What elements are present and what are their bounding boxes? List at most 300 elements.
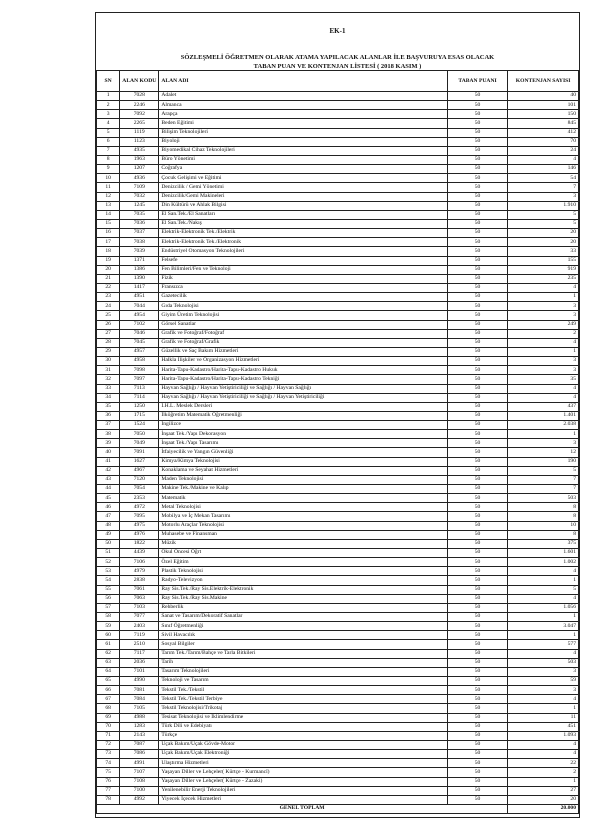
cell-quota: 3.047 [508, 622, 579, 631]
cell-sn: 71 [97, 731, 120, 740]
table-row [97, 613, 579, 622]
cell-quota: 20 [508, 795, 579, 804]
cell-base-score: 50 [447, 549, 507, 558]
table-row [97, 731, 579, 740]
cell-name: El San.Tek./El Sanatları [159, 210, 448, 219]
cell-sn: 4 [97, 119, 120, 128]
cell-code: 1822 [120, 539, 159, 548]
cell-name: İtfaiyecilik ve Yangın Güvenliği [159, 448, 448, 457]
cell-quota: 1 [508, 293, 579, 302]
cell-sn: 69 [97, 713, 120, 722]
cell-base-score: 50 [447, 750, 507, 759]
cell-sn: 7 [97, 146, 120, 155]
cell-name: Gazetecilik [159, 293, 448, 302]
cell-base-score: 50 [447, 695, 507, 704]
cell-sn: 78 [97, 795, 120, 804]
cell-code: 7037 [120, 229, 159, 238]
cell-code: 7100 [120, 786, 159, 795]
cell-quota: 7 [508, 183, 579, 192]
table-row [97, 585, 579, 594]
cell-code: 2036 [120, 658, 159, 667]
cell-name: Matematik [159, 494, 448, 503]
table-row [97, 521, 579, 530]
cell-base-score: 50 [447, 283, 507, 292]
cell-name: Felsefe [159, 256, 448, 265]
cell-code: 7028 [120, 92, 159, 101]
cell-base-score: 50 [447, 649, 507, 658]
cell-sn: 31 [97, 366, 120, 375]
cell-quota: 451 [508, 722, 579, 731]
cell-sn: 45 [97, 494, 120, 503]
cell-sn: 34 [97, 393, 120, 402]
cell-code: 7109 [120, 183, 159, 192]
table-row [97, 768, 579, 777]
table-row [97, 320, 579, 329]
cell-sn: 18 [97, 247, 120, 256]
cell-quota: 3 [508, 439, 579, 448]
table-row [97, 384, 579, 393]
cell-quota: 22 [508, 759, 579, 768]
cell-sn: 19 [97, 256, 120, 265]
cell-code: 2246 [120, 101, 159, 110]
cell-base-score: 50 [447, 558, 507, 567]
cell-sn: 10 [97, 174, 120, 183]
cell-code: 7084 [120, 695, 159, 704]
table-row [97, 201, 579, 210]
cell-name: İlköğretim Matematik Öğretmenliği [159, 411, 448, 420]
table-row [97, 539, 579, 548]
table-row [97, 375, 579, 384]
table-row [97, 740, 579, 749]
cell-quota: 8 [508, 503, 579, 512]
cell-code: 7091 [120, 448, 159, 457]
cell-code: 4991 [120, 759, 159, 768]
cell-code: 7101 [120, 667, 159, 676]
cell-name: Türk Dili ve Edebiyatı [159, 722, 448, 731]
cell-name: Güzellik ve Saç Bakım Hizmetleri [159, 347, 448, 356]
cell-base-score: 50 [447, 411, 507, 420]
cell-base-score: 50 [447, 485, 507, 494]
cell-code: 4951 [120, 293, 159, 302]
cell-quota: 4 [508, 740, 579, 749]
cell-code: 7086 [120, 750, 159, 759]
cell-sn: 2 [97, 101, 120, 110]
cell-base-score: 50 [447, 338, 507, 347]
cell-quota: 4 [508, 155, 579, 164]
cell-code: 7032 [120, 192, 159, 201]
cell-sn: 26 [97, 320, 120, 329]
cell-name: Metal Teknolojisi [159, 503, 448, 512]
cell-sn: 38 [97, 430, 120, 439]
cell-name: Fransızca [159, 283, 448, 292]
cell-quota: 59 [508, 677, 579, 686]
cell-quota: 54 [508, 174, 579, 183]
cell-base-score: 50 [447, 768, 507, 777]
cell-base-score: 50 [447, 210, 507, 219]
cell-base-score: 50 [447, 192, 507, 201]
cell-base-score: 50 [447, 256, 507, 265]
cell-quota: 1.002 [508, 558, 579, 567]
cell-code: 2353 [120, 494, 159, 503]
table-row [97, 786, 579, 795]
cell-base-score: 50 [447, 92, 507, 101]
cell-quota: 101 [508, 101, 579, 110]
table-row [97, 795, 579, 804]
cell-name: Ray Sis.Tek./Ray Sis.Elektrik-Elektronik [159, 585, 448, 594]
cell-code: 2510 [120, 640, 159, 649]
cell-quota: 155 [508, 256, 579, 265]
cell-name: Tasarım Teknolojileri [159, 667, 448, 676]
cell-code: 1963 [120, 155, 159, 164]
cell-quota: 1.601 [508, 549, 579, 558]
cell-sn: 13 [97, 201, 120, 210]
cell-sn: 25 [97, 311, 120, 320]
cell-name: Tekstil Tek./Tekstil [159, 686, 448, 695]
cell-quota: 4 [508, 283, 579, 292]
cell-sn: 63 [97, 658, 120, 667]
cell-code: 7095 [120, 512, 159, 521]
cell-code: 7046 [120, 329, 159, 338]
cell-base-score: 50 [447, 375, 507, 384]
table-row [97, 759, 579, 768]
cell-name: Sınıf Öğretmenliği [159, 622, 448, 631]
cell-sn: 5 [97, 128, 120, 137]
table-row [97, 238, 579, 247]
cell-sn: 17 [97, 238, 120, 247]
cell-code: 4976 [120, 530, 159, 539]
cell-code: 7117 [120, 649, 159, 658]
cell-base-score: 50 [447, 347, 507, 356]
cell-quota: 375 [508, 539, 579, 548]
cell-name: Denizcilik/Gemi Makineleri [159, 192, 448, 201]
cell-quota: 4 [508, 750, 579, 759]
cell-name: Coğrafya [159, 165, 448, 174]
cell-name: Tesisat Teknolojisi ve İklimlendirme [159, 713, 448, 722]
table-row [97, 110, 579, 119]
cell-name: Halkla İlişkiler ve Organizasyon Hizmetleri [159, 357, 448, 366]
cell-sn: 30 [97, 357, 120, 366]
cell-quota: 577 [508, 640, 579, 649]
cell-sn: 50 [97, 539, 120, 548]
cell-sn: 74 [97, 759, 120, 768]
table-row [97, 704, 579, 713]
cell-code: 7039 [120, 247, 159, 256]
cell-sn: 36 [97, 411, 120, 420]
cell-name: Büro Yönetimi [159, 155, 448, 164]
cell-name: Harita-Tapu-Kadastro/Harita-Tapu-Kadastro Hukuk [159, 366, 448, 375]
cell-code: 7087 [120, 740, 159, 749]
cell-name: Adalet [159, 92, 448, 101]
cell-base-score: 50 [447, 731, 507, 740]
cell-sn: 15 [97, 219, 120, 228]
cell-quota: 4 [508, 649, 579, 658]
cell-code: 7049 [120, 439, 159, 448]
document-title [96, 53, 579, 71]
cell-quota: 1 [508, 631, 579, 640]
table-row [97, 329, 579, 338]
cell-name: Giyim Üretim Teknolojisi [159, 311, 448, 320]
cell-code: 7077 [120, 613, 159, 622]
cell-base-score: 50 [447, 238, 507, 247]
cell-sn: 61 [97, 640, 120, 649]
cell-base-score: 50 [447, 311, 507, 320]
table-row [97, 777, 579, 786]
cell-name: Plastik Teknolojisi [159, 567, 448, 576]
total-value: 20.000 [508, 804, 579, 813]
cell-sn: 54 [97, 576, 120, 585]
cell-name: Uçak Bakım/Uçak Elektroniği [159, 750, 448, 759]
cell-base-score: 50 [447, 640, 507, 649]
cell-code: 7102 [120, 320, 159, 329]
cell-sn: 37 [97, 421, 120, 430]
cell-base-score: 50 [447, 631, 507, 640]
annex-code: EK-1 [329, 27, 346, 35]
cell-sn: 46 [97, 503, 120, 512]
cell-quota: 235 [508, 274, 579, 283]
cell-quota: 3 [508, 366, 579, 375]
table-row [97, 311, 579, 320]
cell-sn: 58 [97, 613, 120, 622]
cell-code: 7044 [120, 302, 159, 311]
cell-base-score: 50 [447, 512, 507, 521]
cell-sn: 64 [97, 667, 120, 676]
cell-quota: 503 [508, 658, 579, 667]
cell-base-score: 50 [447, 503, 507, 512]
cell-base-score: 50 [447, 293, 507, 302]
cell-code: 7107 [120, 768, 159, 777]
cell-name: Sanat ve Tasarım/Dekoratif Sanatlar [159, 613, 448, 622]
cell-code: 2265 [120, 119, 159, 128]
cell-name: Türkçe [159, 731, 448, 740]
cell-name: Mobilya ve İç Mekan Tasarımı [159, 512, 448, 521]
table-row [97, 347, 579, 356]
cell-quota: 5 [508, 210, 579, 219]
cell-code: 7103 [120, 603, 159, 612]
cell-name: Din Kültürü ve Ahlak Bilgisi [159, 201, 448, 210]
cell-sn: 48 [97, 521, 120, 530]
cell-sn: 29 [97, 347, 120, 356]
table-row [97, 229, 579, 238]
cell-quota: 3 [508, 357, 579, 366]
cell-name: Motorlu Araçlar Teknolojisi [159, 521, 448, 530]
cell-sn: 53 [97, 567, 120, 576]
cell-name: Tarım Tek./Tarım/Bahçe ve Tarla Bitkileri [159, 649, 448, 658]
cell-quota: 3 [508, 311, 579, 320]
cell-quota: 412 [508, 128, 579, 137]
cell-sn: 14 [97, 210, 120, 219]
cell-code: 7038 [120, 238, 159, 247]
cell-code: 4967 [120, 466, 159, 475]
cell-code: 4975 [120, 521, 159, 530]
cell-sn: 33 [97, 384, 120, 393]
table-row [97, 101, 579, 110]
cell-name: Okul Öncesi Öğrt [159, 549, 448, 558]
cell-quota: 27 [508, 786, 579, 795]
cell-name: Makine Tek./Makine ve Kalıp [159, 485, 448, 494]
cell-sn: 60 [97, 631, 120, 640]
cell-sn: 49 [97, 530, 120, 539]
table-row [97, 512, 579, 521]
table-row [97, 603, 579, 612]
cell-base-score: 50 [447, 704, 507, 713]
table-row [97, 366, 579, 375]
cell-code: 7108 [120, 777, 159, 786]
table-row [97, 411, 579, 420]
cell-code: 7097 [120, 375, 159, 384]
cell-code: 7119 [120, 631, 159, 640]
cell-quota: 4 [508, 338, 579, 347]
cell-name: Beden Eğitimi [159, 119, 448, 128]
cell-quota: 2 [508, 329, 579, 338]
cell-code: 4990 [120, 677, 159, 686]
table-row [97, 402, 579, 411]
cell-name: Gıda Teknolojisi [159, 302, 448, 311]
cell-code: 7106 [120, 558, 159, 567]
table-row [97, 439, 579, 448]
cell-quota: 2.038 [508, 421, 579, 430]
cell-name: Teknoloji ve Tasarım [159, 677, 448, 686]
cell-sn: 35 [97, 402, 120, 411]
cell-code: 4957 [120, 347, 159, 356]
cell-base-score: 50 [447, 576, 507, 585]
table-row [97, 457, 579, 466]
table-row [97, 165, 579, 174]
cell-code: 7050 [120, 430, 159, 439]
cell-sn: 40 [97, 448, 120, 457]
cell-sn: 70 [97, 722, 120, 731]
table-row [97, 677, 579, 686]
cell-base-score: 50 [447, 658, 507, 667]
table-row [97, 274, 579, 283]
cell-sn: 51 [97, 549, 120, 558]
cell-sn: 27 [97, 329, 120, 338]
table-row [97, 530, 579, 539]
cell-name: Uçak Bakım/Uçak Gövde-Motor [159, 740, 448, 749]
cell-name: İnşaat Tek./Yapı Tasarımı [159, 439, 448, 448]
table-row [97, 92, 579, 101]
cell-quota: 845 [508, 119, 579, 128]
cell-base-score: 50 [447, 603, 507, 612]
cell-quota: 919 [508, 265, 579, 274]
table-row [97, 466, 579, 475]
cell-base-score: 50 [447, 229, 507, 238]
table-row [97, 750, 579, 759]
cell-name: Elektrik-Elektronik Tek./Elektronik [159, 238, 448, 247]
cell-code: 4972 [120, 503, 159, 512]
cell-sn: 65 [97, 677, 120, 686]
cell-name: Biyoloji [159, 137, 448, 146]
cell-name: Almanca [159, 101, 448, 110]
table-row [97, 686, 579, 695]
cell-quota: 503 [508, 494, 579, 503]
cell-quota: 12 [508, 448, 579, 457]
table-row [97, 485, 579, 494]
cell-quota: 5 [508, 466, 579, 475]
table-row [97, 128, 579, 137]
cell-name: Müzik [159, 539, 448, 548]
table-row [97, 393, 579, 402]
header-base-score: TABAN PUANI [447, 71, 507, 92]
cell-name: Sosyal Bilgiler [159, 640, 448, 649]
cell-quota: 1 [508, 576, 579, 585]
cell-quota: 190 [508, 457, 579, 466]
cell-base-score: 50 [447, 146, 507, 155]
cell-sn: 22 [97, 283, 120, 292]
cell-sn: 73 [97, 750, 120, 759]
title-line-2: TABAN PUAN VE KONTENJAN LİSTESİ ( 2018 KASIM ) [253, 63, 422, 70]
cell-base-score: 50 [447, 101, 507, 110]
cell-quota: 40 [508, 92, 579, 101]
cell-base-score: 50 [447, 475, 507, 484]
cell-quota: 2 [508, 768, 579, 777]
table-row [97, 219, 579, 228]
cell-code: 4935 [120, 146, 159, 155]
cell-quota: 5 [508, 585, 579, 594]
cell-name: Biyomedikal Cihaz Teknolojileri [159, 146, 448, 155]
cell-code: 2838 [120, 576, 159, 585]
cell-sn: 23 [97, 293, 120, 302]
cell-sn: 57 [97, 603, 120, 612]
header-name: ALAN ADI [159, 71, 448, 92]
cell-sn: 9 [97, 165, 120, 174]
total-row [97, 804, 579, 813]
cell-base-score: 50 [447, 622, 507, 631]
cell-name: Hayvan Sağlığı / Hayvan Yetiştiriciliği ve Sağlığı / Hayvan Sağlığı [159, 384, 448, 393]
cell-quota: 1.093 [508, 731, 579, 740]
table-row [97, 558, 579, 567]
cell-sn: 67 [97, 695, 120, 704]
cell-name: Fen Bilimleri/Fen ve Teknoloji [159, 265, 448, 274]
table-row [97, 155, 579, 164]
cell-quota: 1 [508, 777, 579, 786]
cell-quota: 20 [508, 229, 579, 238]
cell-quota: 4 [508, 695, 579, 704]
cell-code: 7120 [120, 475, 159, 484]
cell-code: 7061 [120, 585, 159, 594]
table-body [97, 92, 579, 805]
cell-base-score: 50 [447, 539, 507, 548]
cell-quota: 1 [508, 613, 579, 622]
cell-code: 1123 [120, 137, 159, 146]
cell-name: Yaşayan Diller ve Lehçeler( Kürtçe - Kurmancî) [159, 768, 448, 777]
cell-base-score: 50 [447, 110, 507, 119]
cell-name: İngilizce [159, 421, 448, 430]
table-row [97, 448, 579, 457]
table-row [97, 576, 579, 585]
cell-base-score: 50 [447, 567, 507, 576]
cell-name: Tekstil Tek./Tekstil Terbiye [159, 695, 448, 704]
cell-base-score: 50 [447, 183, 507, 192]
table-row [97, 283, 579, 292]
cell-sn: 24 [97, 302, 120, 311]
cell-name: İnşaat Tek./Yapı Dekorasyon [159, 430, 448, 439]
cell-name: Ray Sis.Tek./Ray Sis.Makine [159, 594, 448, 603]
cell-base-score: 50 [447, 439, 507, 448]
cell-name: Kimya/Kimya Teknolojisi [159, 457, 448, 466]
cell-code: 1207 [120, 165, 159, 174]
total-label: GENEL TOPLAM [97, 804, 508, 813]
cell-sn: 41 [97, 457, 120, 466]
cell-quota: 3 [508, 192, 579, 201]
cell-name: Bilişim Teknolojileri [159, 128, 448, 137]
cell-code: 7098 [120, 366, 159, 375]
cell-quota: 4 [508, 393, 579, 402]
cell-name: Grafik ve Fotoğraf/Fotoğraf [159, 329, 448, 338]
cell-sn: 75 [97, 768, 120, 777]
table-row [97, 503, 579, 512]
cell-base-score: 50 [447, 137, 507, 146]
cell-quota: 3 [508, 667, 579, 676]
